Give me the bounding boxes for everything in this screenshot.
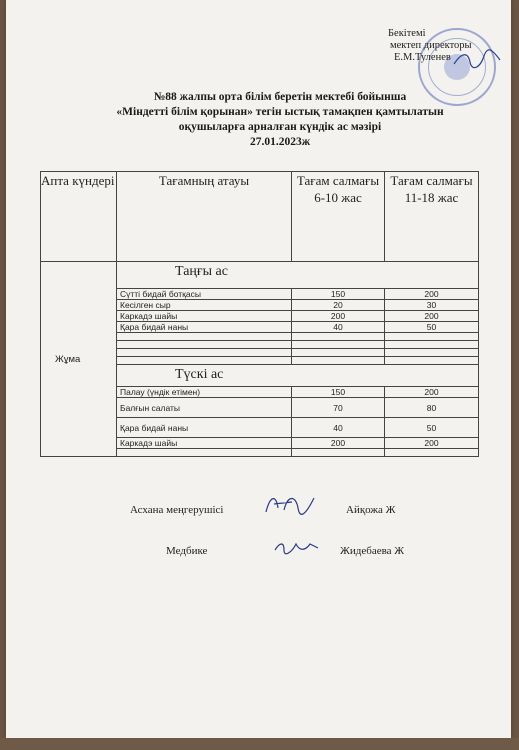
menu-table [40, 171, 479, 457]
nurse-signature [272, 538, 320, 556]
weight-11-18: 50 [385, 418, 479, 438]
weight-11-18: 80 [385, 398, 479, 418]
background-strip [0, 738, 519, 750]
weight-11-18: 200 [385, 311, 479, 322]
weight-11-18: 30 [385, 300, 479, 311]
breakfast-title: Таңғы ас [117, 262, 479, 289]
approval-line-2: мектеп директоры [390, 40, 472, 51]
dish-name: Сүтті бидай ботқасы [117, 289, 292, 300]
dish-name: Кесілген сыр [117, 300, 292, 311]
approval-block [388, 28, 506, 64]
lunch-title: Түскі ас [117, 365, 479, 387]
weight-6-10: 200 [292, 438, 385, 449]
cook-title: Асхана меңгерушісі [130, 504, 224, 516]
breakfast-title-row [41, 262, 479, 289]
table-header-row [41, 172, 479, 262]
dish-name: Каркадэ шайы [117, 311, 292, 322]
weight-11-18: 200 [385, 289, 479, 300]
weight-6-10: 150 [292, 289, 385, 300]
cook-signature [262, 490, 318, 518]
weight-11-18: 200 [385, 387, 479, 398]
weight-11-18: 50 [385, 322, 479, 333]
header-dish-name: Тағамның атауы [117, 172, 292, 262]
weight-6-10: 20 [292, 300, 385, 311]
weight-6-10: 200 [292, 311, 385, 322]
dish-name: Каркадэ шайы [117, 438, 292, 449]
header-day: Апта күндері [41, 172, 117, 262]
header-weight-6-10: Тағам салмағы 6-10 жас [292, 172, 385, 262]
nurse-name: Жидебаева Ж [340, 545, 405, 557]
dish-name: Балғын салаты [117, 398, 292, 418]
cook-name: Айқожа Ж [346, 504, 396, 516]
weight-6-10: 70 [292, 398, 385, 418]
approval-line-3: Е.М.Туленев [394, 52, 451, 63]
day-cell: Жұма [41, 262, 117, 457]
title-line-3: оқушыларға арналған күндік ас мәзірі [178, 121, 382, 133]
weight-6-10: 40 [292, 418, 385, 438]
dish-name: Қара бидай наны [117, 322, 292, 333]
title-line-2: «Міндетті білім қорынан» тегін ыстық тамақпен қамтылатын [116, 106, 444, 118]
nurse-title: Медбике [166, 545, 208, 557]
dish-name: Қара бидай наны [117, 418, 292, 438]
document-title [90, 90, 470, 150]
weight-6-10: 40 [292, 322, 385, 333]
header-weight-11-18: Тағам салмағы 11-18 жас [385, 172, 479, 262]
weight-11-18: 200 [385, 438, 479, 449]
document-date: 27.01.2023ж [249, 136, 311, 148]
dish-name: Палау (үндік етімен) [117, 387, 292, 398]
title-line-1: №88 жалпы орта білім беретін мектебі бойынша [153, 91, 407, 103]
weight-6-10: 150 [292, 387, 385, 398]
approval-line-1: Бекітемі [388, 28, 426, 39]
